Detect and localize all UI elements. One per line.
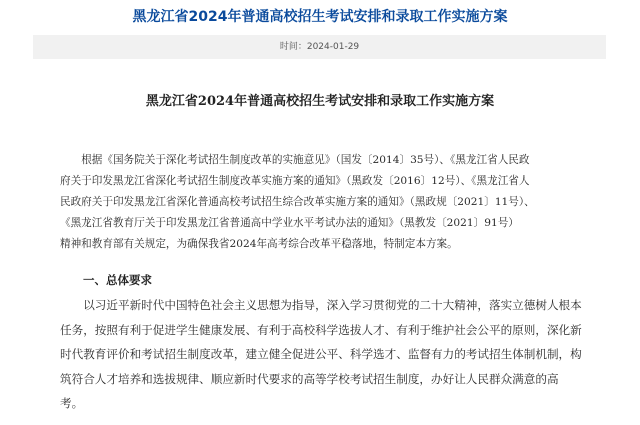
intro-line: 精神和教育部有关规定，为确保我省2024年高考综合改革平稳落地，特制定本方案。 [60, 238, 458, 250]
intro-paragraph [60, 150, 582, 255]
intro-line: 根据《国务院关于深化考试招生制度改革的实施意见》（国发〔2014〕35号）、《黑龙江省人民政 [81, 154, 530, 166]
publish-info-bar [33, 35, 606, 59]
body-line: 任务，按照有利于促进学生健康发展、有利于高校科学选拔人才、有利于维护社会公平的原则，深化新 [60, 322, 582, 337]
body-line: 以习近平新时代中国特色社会主义思想为指导，深入学习贯彻党的二十大精神，落实立德树人根本 [83, 298, 582, 312]
intro-line: 《黑龙江省教育厅关于印发黑龙江省普通高中学业水平考试办法的通知》（黑教发〔2021〕91号） [60, 217, 519, 229]
body-line: 筑符合人才培养和选拔规律、顺应新时代要求的高等学校考试招生制度，办好让人民群众满意的高 [60, 371, 559, 386]
intro-line: 府关于印发黑龙江省深化考试招生制度改革实施方案的通知》（黑政发〔2016〕12号）、《黑龙江省人 [60, 175, 530, 187]
page-title: 黑龙江省2024年普通高校招生考试安排和录取工作实施方案 [132, 9, 508, 25]
publish-time-label: 时间： [279, 42, 307, 52]
document-title: 黑龙江省2024年普通高校招生考试安排和录取工作实施方案 [145, 94, 495, 109]
body-line: 考。 [60, 396, 84, 411]
body-line: 时代教育评价和考试招生制度改革，建立健全促进公平、科学选才、监督有力的考试招生体制机制，构 [60, 347, 582, 362]
intro-line: 民政府关于印发黑龙江省深化普通高校考试招生综合改革实施方案的通知》（黑政规〔2021〕11号）、 [60, 196, 535, 208]
body-paragraph [60, 293, 590, 416]
publish-time-value: 2024-01-29 [306, 42, 360, 52]
section-heading: 一、总体要求 [83, 273, 152, 287]
